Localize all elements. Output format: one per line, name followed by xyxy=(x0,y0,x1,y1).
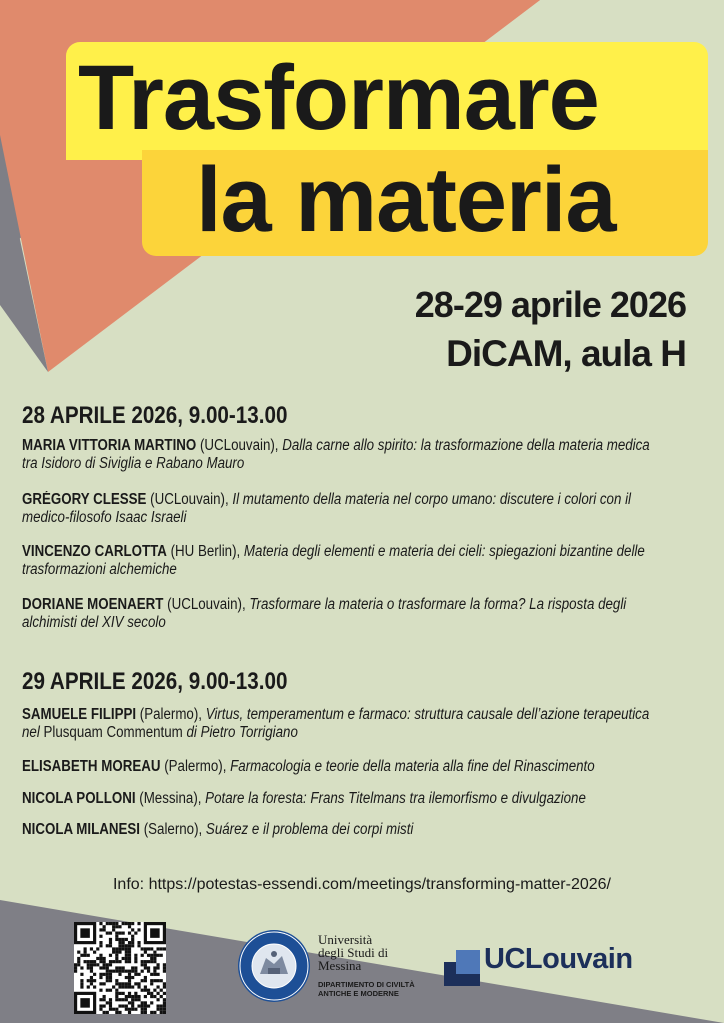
title-line-2: la materia xyxy=(196,149,616,251)
talk-5: SAMUELE FILIPPI (Palermo), Virtus, temperamentum e farmaco: struttura causale dell’azione terapeutica nel Plusquam Commentum di Pietro Torrigiano xyxy=(22,706,650,741)
university-seal-icon xyxy=(236,928,312,1004)
event-venue: DiCAM, aula H xyxy=(446,333,686,374)
day1-heading: 28 APRILE 2026, 9.00-13.00 xyxy=(22,402,288,429)
talk-1: MARIA VITTORIA MARTINO (UCLouvain), Dalla carne allo spirito: la trasformazione della materia medica tra Isidoro di Siviglia e Rabano Mauro xyxy=(22,437,650,472)
talk-4: DORIANE MOENAERT (UCLouvain), Trasformare la materia o trasformare la forma? La risposta degli alchimisti del XIV secolo xyxy=(22,596,627,631)
talk-6: ELISABETH MOREAU (Palermo), Farmacologia e teorie della materia alla fine del Rinascimento xyxy=(22,758,595,775)
unime-department: DIPARTIMENTO DI CIVILTÀ ANTICHE E MODERNE xyxy=(318,980,415,998)
event-dates: 28-29 aprile 2026 xyxy=(414,284,686,325)
talk-7: NICOLA POLLONI (Messina), Potare la foresta: Frans Titelmans tra ilemorfismo e divulgazione xyxy=(22,790,586,807)
qr-code-icon[interactable] xyxy=(74,922,166,1014)
uclouvain-name: UCLouvain xyxy=(484,943,633,975)
uclouvain-mark-icon xyxy=(444,950,480,986)
talk-3: VINCENZO CARLOTTA (HU Berlin), Materia degli elementi e materia dei cieli: spiegazioni bizantine delle trasformazioni alchemiche xyxy=(22,543,645,578)
day2-heading: 29 APRILE 2026, 9.00-13.00 xyxy=(22,668,288,695)
unime-name: Università degli Studi di Messina xyxy=(318,932,389,973)
info-link[interactable]: Info: https://potestas-essendi.com/meetings/transforming-matter-2026/ xyxy=(112,876,611,893)
title-line-1: Trasformare xyxy=(78,47,599,149)
talk-2: GRÉGORY CLESSE (UCLouvain), Il mutamento della materia nel corpo umano: discutere i colori con il medico-filosofo Isaac Israeli xyxy=(22,491,632,526)
talk-8: NICOLA MILANESI (Salerno), Suárez e il problema dei corpi misti xyxy=(22,821,414,838)
